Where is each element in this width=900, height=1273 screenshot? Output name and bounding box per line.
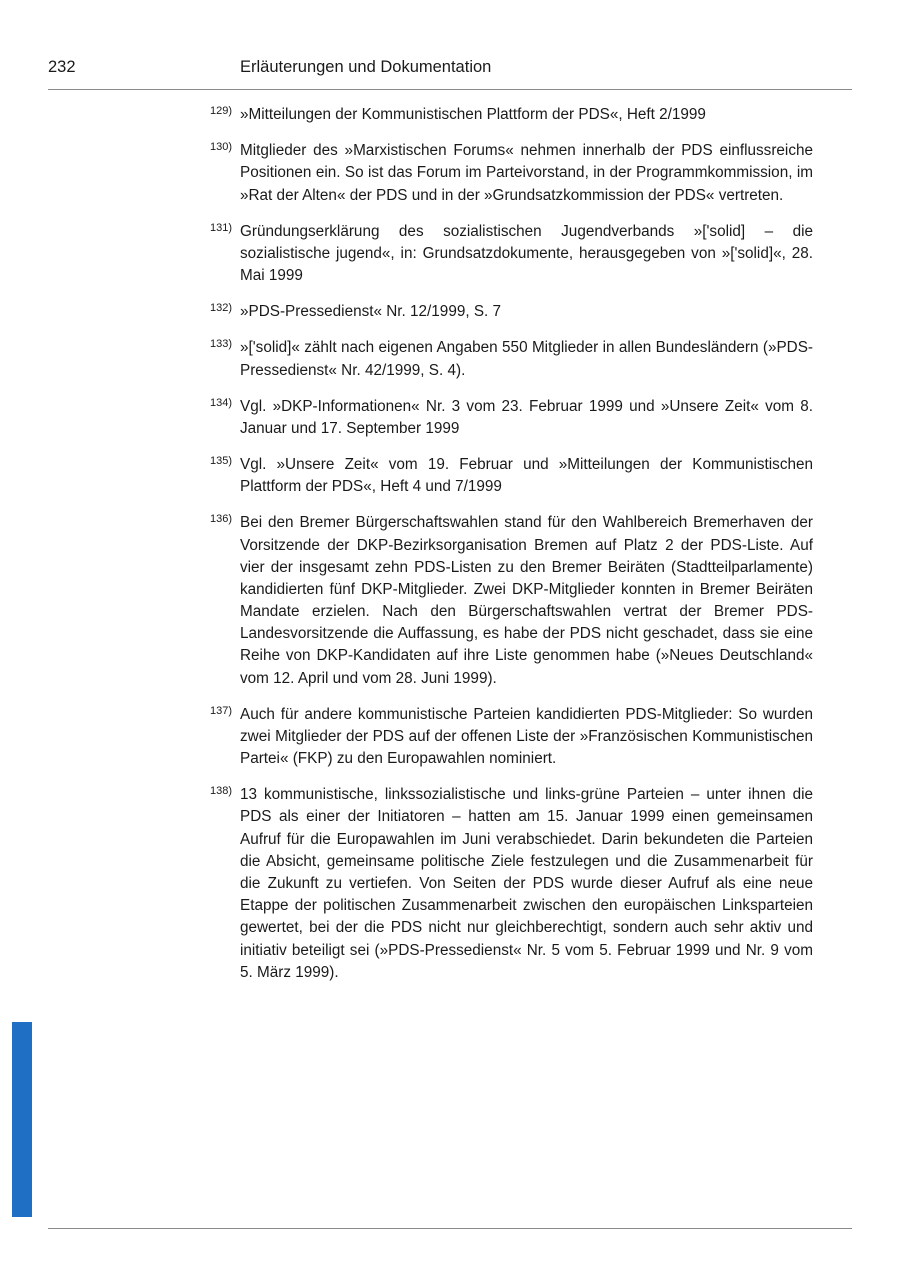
footnote-text: Vgl. »DKP-Informationen« Nr. 3 vom 23. Februar 1999 und »Unsere Zeit« vom 8. Januar und 17. September 1999 <box>240 397 813 437</box>
footnote-number: 137) <box>210 704 233 717</box>
footnote-text: 13 kommunistische, linkssozialistische und links-grüne Parteien – unter ihnen die PDS als einer der Initiatoren – hatten am 15. Januar 1999 einen gemeinsamen Aufruf für die Europawahlen im Juni verabschiedet. Darin bekundeten die Parteien die Absicht, gemeinsame politische Ziele festzulegen und die Zusammenarbeit für die Zukunft zu vertiefen. Von Seiten der PDS wurde dieser Aufruf als eine neue Etappe der politischen Zusammenarbeit zwischen den europäischen Linksparteien gewertet, bei der die PDS nicht nur gleichberechtigt, sondern auch sehr aktiv und initiativ beteiligt sei (»PDS-Pressedienst« Nr. 5 vom 5. Februar 1999 und Nr. 9 vom 5. März 1999). <box>240 786 813 981</box>
footnote-number: 135) <box>210 455 233 468</box>
footnote-number: 132) <box>210 302 233 315</box>
footnote-text: »PDS-Pressedienst« Nr. 12/1999, S. 7 <box>240 303 502 321</box>
footnote-text: Auch für andere kommunistische Parteien kandidierten PDS-Mitglieder: So wurden zwei Mitglieder der PDS auf der offenen Liste der »Französischen Kommunistischen Partei« (FKP) zu den Europawahlen nominiert. <box>240 705 813 768</box>
footnote-item <box>210 784 813 984</box>
footnote-text: »[ʹsolid]« zählt nach eigenen Angaben 550 Mitglieder in allen Bundesländern (»PDS-Pressedienst« Nr. 42/1999, S. 4). <box>240 339 813 379</box>
page-number: 232 <box>48 58 76 76</box>
footnote-item <box>210 704 813 771</box>
footnote-item <box>210 104 813 126</box>
footnote-item <box>210 140 813 207</box>
footnote-number: 134) <box>210 396 233 409</box>
footnote-item <box>210 454 813 498</box>
footnote-text: »Mitteilungen der Kommunistischen Plattform der PDS«, Heft 2/1999 <box>240 106 706 123</box>
footnote-text: Mitglieder des »Marxistischen Forums« nehmen innerhalb der PDS einflussreiche Positionen ein. So ist das Forum im Parteivorstand, in der Programmkommission, im »Rat der Alten« der PDS und in der »Grundsatzkommission der PDS« vertreten. <box>240 142 813 204</box>
footnote-number: 138) <box>210 785 233 798</box>
footnote-item <box>210 337 813 381</box>
running-title: Erläuterungen und Dokumentation <box>240 58 492 76</box>
footnote-text: Bei den Bremer Bürgerschaftswahlen stand für den Wahlbereich Bremerhaven der Vorsitzende der DKP-Bezirksorganisation Bremen auf Platz 2 der PDS-Liste. Auf vier der insgesamt zehn PDS-Listen zu den Bremer Beiräten (Stadtteilparlamente) kandidierten fünf DKP-Mitglieder. Zwei DKP-Mitglieder konnten in Bremer Beiräten Mandate erzielen. Nach den Bürgerschaftswahlen vertrat der Bremer PDS-Landesvorsitzende die Auffassung, es habe der PDS nicht geschadet, dass sie eine Reihe von DKP-Kandidaten auf ihre Liste genommen habe (»Neues Deutschland« vom 12. April und vom 28. Juni 1999). <box>240 514 813 687</box>
footnote-item <box>210 396 813 440</box>
page-header <box>48 58 852 77</box>
footnote-item <box>210 301 813 323</box>
footnote-number: 129) <box>210 105 233 117</box>
footer-divider <box>48 1228 852 1229</box>
page-edge-marker <box>12 1022 32 1217</box>
footnote-number: 133) <box>210 338 233 351</box>
footnote-list <box>210 104 813 998</box>
footnote-number: 130) <box>210 141 233 154</box>
footnote-item <box>210 221 813 288</box>
header-divider <box>48 89 852 90</box>
footnote-text: Gründungserklärung des sozialistischen Jugendverbands »[ʹsolid] – die sozialistische jugend«, in: Grundsatzdokumente, herausgegeben von »[ʹsolid]«, 28. Mai 1999 <box>240 222 813 285</box>
footnote-number: 131) <box>210 221 233 234</box>
footnote-text: Vgl. »Unsere Zeit« vom 19. Februar und »Mitteilungen der Kommunistischen Plattform der PDS«, Heft 4 und 7/1999 <box>240 456 813 496</box>
footnote-item <box>210 512 813 689</box>
footnote-number: 136) <box>210 513 233 526</box>
